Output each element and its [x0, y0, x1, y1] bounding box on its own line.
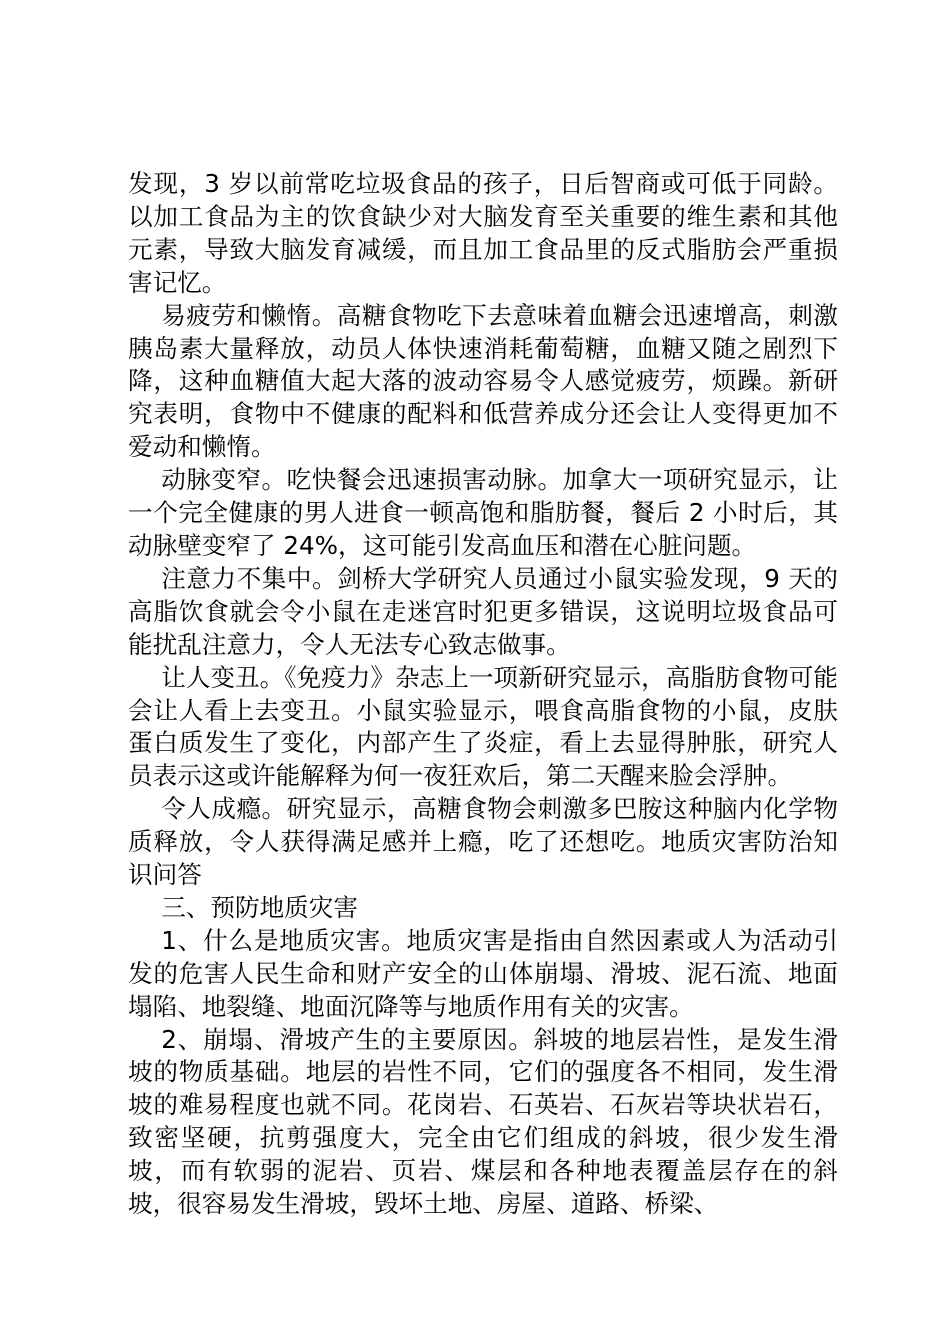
body-text	[128, 168, 838, 1221]
paragraph-arteries: 动脉变窄。吃快餐会迅速损害动脉。加拿大一项研究显示，让一个完全健康的男人进食一顿高饱和脂肪餐，餐后 2 小时后，其动脉壁变窄了 24%，这可能引发高血压和潜在心脏问题。	[128, 465, 838, 560]
paragraph-iq-continuation: 发现，3 岁以前常吃垃圾食品的孩子，日后智商或可低于同龄。以加工食品为主的饮食缺少对大脑发育至关重要的维生素和其他元素，导致大脑发育减缓，而且加工食品里的反式脂肪会严重损害记忆。	[128, 169, 838, 297]
paragraph-fatigue: 易疲劳和懒惰。高糖食物吃下去意味着血糖会迅速增高，刺激胰岛素大量释放，动员人体快速消耗葡萄糖，血糖又随之剧烈下降，这种血糖值大起大落的波动容易令人感觉疲劳，烦躁。新研究表明，食物中不健康的配料和低营养成分还会让人变得更加不爱动和懒惰。	[128, 300, 838, 462]
paragraph-appearance: 让人变丑。《免疫力》杂志上一项新研究显示，高脂肪食物可能会让人看上去变丑。小鼠实验显示，喂食高脂食物的小鼠，皮肤蛋白质发生了变化，内部产生了炎症，看上去显得肿胀，研究人员表示这或许能解释为何一夜狂欢后，第二天醒来脸会浮肿。	[128, 662, 838, 791]
paragraph-definition: 1、什么是地质灾害。地质灾害是指由自然因素或人为活动引发的危害人民生命和财产安全的山体崩塌、滑坡、泥石流、地面塌陷、地裂缝、地面沉降等与地质作用有关的灾害。	[128, 925, 838, 1021]
paragraph-addiction: 令人成瘾。研究显示，高糖食物会刺激多巴胺这种脑内化学物质释放，令人获得满足感并上瘾，吃了还想吃。地质灾害防治知识问答	[128, 794, 838, 890]
paragraph-causes: 2、崩塌、滑坡产生的主要原因。斜坡的地层岩性，是发生滑坡的物质基础。地层的岩性不同，它们的强度各不相同，发生滑坡的难易程度也就不同。花岗岩、石英岩、石灰岩等块状岩石，致密坚硬，抗剪强度大，完全由它们组成的斜坡，很少发生滑坡，而有软弱的泥岩、页岩、煤层和各种地表覆盖层存在的斜坡，很容易发生滑坡，毁坏土地、房屋、道路、桥梁、	[128, 1024, 838, 1219]
paragraph-attention: 注意力不集中。剑桥大学研究人员通过小鼠实验发现，9 天的高脂饮食就会令小鼠在走迷宫时犯更多错误，这说明垃圾食品可能扰乱注意力，令人无法专心致志做事。	[128, 563, 838, 659]
section-heading-prevention: 三、预防地质灾害	[161, 892, 358, 922]
